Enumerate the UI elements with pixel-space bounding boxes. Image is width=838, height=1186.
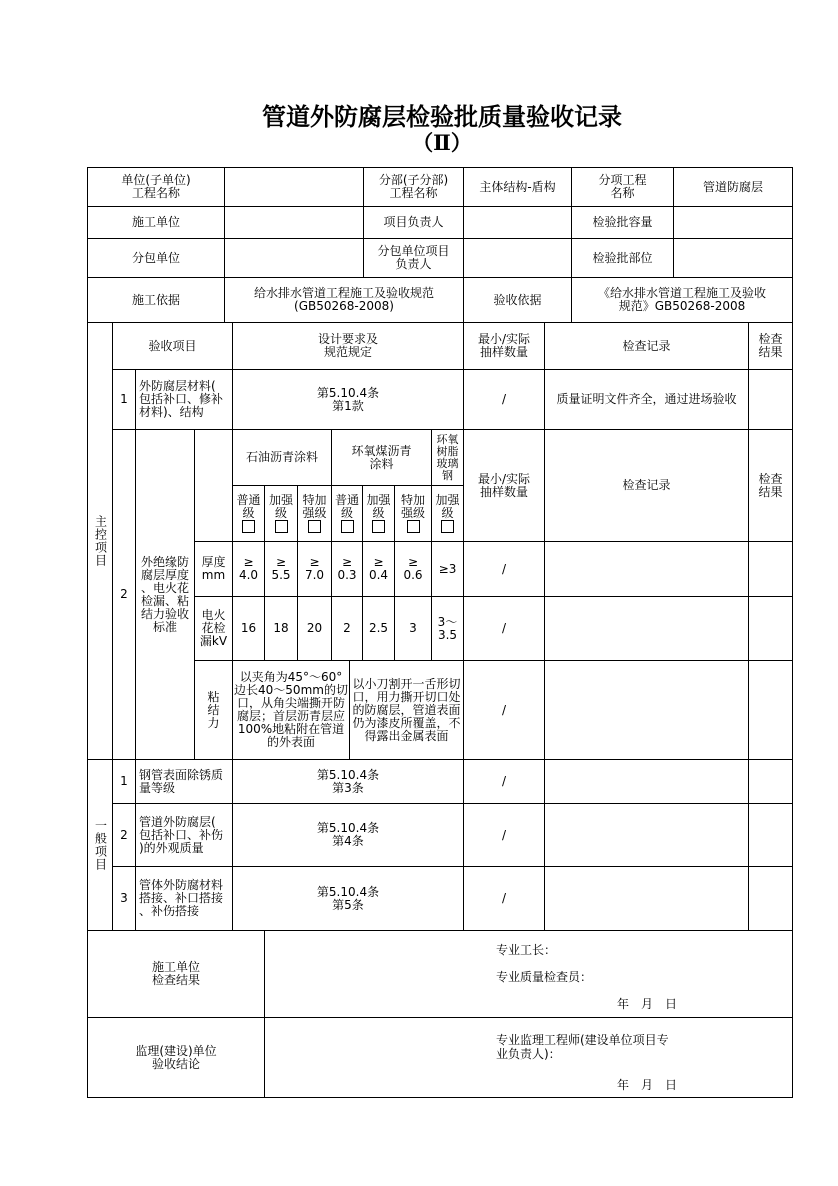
col-record-header: 检查记录 [544, 322, 749, 370]
project-manager-value[interactable] [463, 206, 572, 239]
general-group-label: 一般项目 [87, 759, 113, 931]
general-row2-result[interactable] [748, 803, 793, 867]
spark-value: 16 [232, 596, 265, 661]
thickness-value: ≥ 0.4 [362, 541, 395, 597]
batch-capacity-value[interactable] [673, 206, 793, 239]
construction-date: 年 月 日 [617, 997, 678, 1011]
general-row2-sample[interactable]: / [463, 803, 545, 867]
supervision-date: 年 月 日 [617, 1078, 678, 1092]
spark-value: 2.5 [362, 596, 395, 661]
main-row1-design: 第5.10.4条 第1款 [232, 369, 464, 430]
general-row2-name: 管道外防腐层( 包括补口、补伤 )的外观质量 [135, 803, 233, 867]
grade-asphalt-extra: 特加 强级 [297, 485, 332, 542]
adhesion-result[interactable] [748, 660, 793, 760]
thickness-value: ≥ 4.0 [232, 541, 265, 597]
col-sample-header: 最小/实际 抽样数量 [463, 322, 545, 370]
thickness-record[interactable] [544, 541, 749, 597]
checkbox[interactable] [341, 520, 354, 533]
batch-location-value[interactable] [673, 238, 793, 278]
part-name-value[interactable]: 主体结构-盾构 [463, 167, 572, 207]
grade-epoxy-extra: 特加 强级 [394, 485, 432, 542]
acceptance-basis-value: 《给水排水管道工程施工及验收 规范》GB50268-2008 [571, 277, 793, 323]
page-title: 管道外防腐层检验批质量验收记录 [262, 102, 622, 131]
subcontractor-value[interactable] [224, 238, 364, 278]
foreman-signature-label: 专业工长： [496, 943, 557, 957]
main-control-group-label: 主控项目 [87, 322, 113, 760]
grade-asphalt-reinforced: 加强 级 [264, 485, 298, 542]
main-row1-sample[interactable]: / [463, 369, 545, 430]
page-subtitle: （Ⅱ） [412, 130, 472, 155]
general-row2-design: 第5.10.4条 第4条 [232, 803, 464, 867]
grade-glass-reinforced: 加强 级 [431, 485, 464, 542]
general-row2-record[interactable] [544, 803, 749, 867]
checkbox[interactable] [372, 520, 385, 533]
thickness-value: ≥ 0.3 [331, 541, 363, 597]
general-row3-no: 3 [112, 866, 136, 931]
part-name-label: 分部(子分部) 工程名称 [363, 167, 464, 207]
main-row2-blank-corner [194, 429, 233, 542]
main-row2-result-header: 检查 结果 [748, 429, 793, 542]
acceptance-basis-label: 验收依据 [463, 277, 572, 323]
builder-value[interactable] [224, 206, 364, 239]
adhesion-epoxy-text: 以小刀割开一舌形切口，用力撕开切口处的防腐层，管道表面仍为漆皮所覆盖，不得露出金属表面 [349, 660, 464, 760]
main-row2-name: 外绝缘防 腐层厚度 、电火花 检漏、粘 结力验收 标准 [135, 429, 195, 760]
grade-epoxy-reinforced: 加强 级 [362, 485, 395, 542]
checkbox[interactable] [275, 520, 288, 533]
checkbox[interactable] [308, 520, 321, 533]
adhesion-asphalt-text: 以夹角为45°～60°边长40～50mm的切口，从角尖端撕开防腐层；首层沥青层应100%地粘附在管道的外表面 [232, 660, 350, 760]
spark-value: 18 [264, 596, 298, 661]
general-row3-sample[interactable]: / [463, 866, 545, 931]
spark-value: 3 [394, 596, 432, 661]
project-manager-label: 项目负责人 [363, 206, 464, 239]
coating-asphalt-header: 石油沥青涂料 [232, 429, 332, 486]
thickness-result[interactable] [748, 541, 793, 597]
thickness-value: ≥ 5.5 [264, 541, 298, 597]
item-name-value[interactable]: 管道防腐层 [673, 167, 793, 207]
main-row1-result[interactable] [748, 369, 793, 430]
general-row3-record[interactable] [544, 866, 749, 931]
main-row1-name: 外防腐层材料( 包括补口、修补 材料)、结构 [135, 369, 233, 430]
grade-epoxy-normal: 普通 级 [331, 485, 363, 542]
main-row2-no: 2 [112, 429, 136, 760]
general-row1-sample[interactable]: / [463, 759, 545, 804]
coating-epoxy-coal-header: 环氧煤沥青 涂料 [331, 429, 432, 486]
spark-result[interactable] [748, 596, 793, 661]
item-name-label: 分项工程 名称 [571, 167, 674, 207]
general-row2-no: 2 [112, 803, 136, 867]
general-row3-design: 第5.10.4条 第5条 [232, 866, 464, 931]
spark-sample[interactable]: / [463, 596, 545, 661]
adhesion-record[interactable] [544, 660, 749, 760]
col-design-header: 设计要求及 规范规定 [232, 322, 464, 370]
construction-check-label: 施工单位 检查结果 [87, 930, 265, 1018]
general-row1-no: 1 [112, 759, 136, 804]
general-row1-design: 第5.10.4条 第3条 [232, 759, 464, 804]
checkbox[interactable] [242, 520, 255, 533]
thickness-value: ≥3 [431, 541, 464, 597]
main-row2-sample-header: 最小/实际 抽样数量 [463, 429, 545, 542]
grade-asphalt-normal: 普通 级 [232, 485, 265, 542]
subcontractor-pm-value[interactable] [463, 238, 572, 278]
spark-value: 20 [297, 596, 332, 661]
supervision-label: 监理(建设)单位 验收结论 [87, 1017, 265, 1098]
batch-location-label: 检验批部位 [571, 238, 674, 278]
general-row1-result[interactable] [748, 759, 793, 804]
unit-name-value[interactable] [224, 167, 364, 207]
checkbox[interactable] [407, 520, 420, 533]
thickness-value: ≥ 0.6 [394, 541, 432, 597]
adhesion-label: 粘 结 力 [194, 660, 233, 760]
col-item-header: 验收项目 [112, 322, 233, 370]
spark-record[interactable] [544, 596, 749, 661]
col-result-header: 检查 结果 [748, 322, 793, 370]
general-row3-result[interactable] [748, 866, 793, 931]
adhesion-sample[interactable]: / [463, 660, 545, 760]
coating-epoxy-glass-header: 环氧 树脂 玻璃 钢 [431, 429, 464, 486]
subcontractor-pm-label: 分包单位项目 负责人 [363, 238, 464, 278]
spark-value: 2 [331, 596, 363, 661]
construction-basis-label: 施工依据 [87, 277, 225, 323]
main-row1-record[interactable]: 质量证明文件齐全，通过进场验收 [544, 369, 749, 430]
thickness-sample[interactable]: / [463, 541, 545, 597]
builder-label: 施工单位 [87, 206, 225, 239]
main-row1-no: 1 [112, 369, 136, 430]
main-row2-record-header: 检查记录 [544, 429, 749, 542]
thickness-label: 厚度 mm [194, 541, 233, 597]
thickness-value: ≥ 7.0 [297, 541, 332, 597]
checkbox[interactable] [441, 520, 454, 533]
quality-inspector-label: 专业质量检查员： [496, 970, 593, 984]
spark-test-label: 电火 花检 漏kV [194, 596, 233, 661]
subcontractor-label: 分包单位 [87, 238, 225, 278]
batch-capacity-label: 检验批容量 [571, 206, 674, 239]
construction-basis-value: 给水排水管道工程施工及验收规范 (GB50268-2008) [224, 277, 464, 323]
unit-name-label: 单位(子单位) 工程名称 [87, 167, 225, 207]
supervision-engineer-label: 专业监理工程师(建设单位项目专 业负责人)： [496, 1033, 669, 1061]
general-row3-name: 管体外防腐材料 搭接、补口搭接 、补伤搭接 [135, 866, 233, 931]
spark-value: 3～ 3.5 [431, 596, 464, 661]
general-row1-name: 钢管表面除锈质 量等级 [135, 759, 233, 804]
general-row1-record[interactable] [544, 759, 749, 804]
